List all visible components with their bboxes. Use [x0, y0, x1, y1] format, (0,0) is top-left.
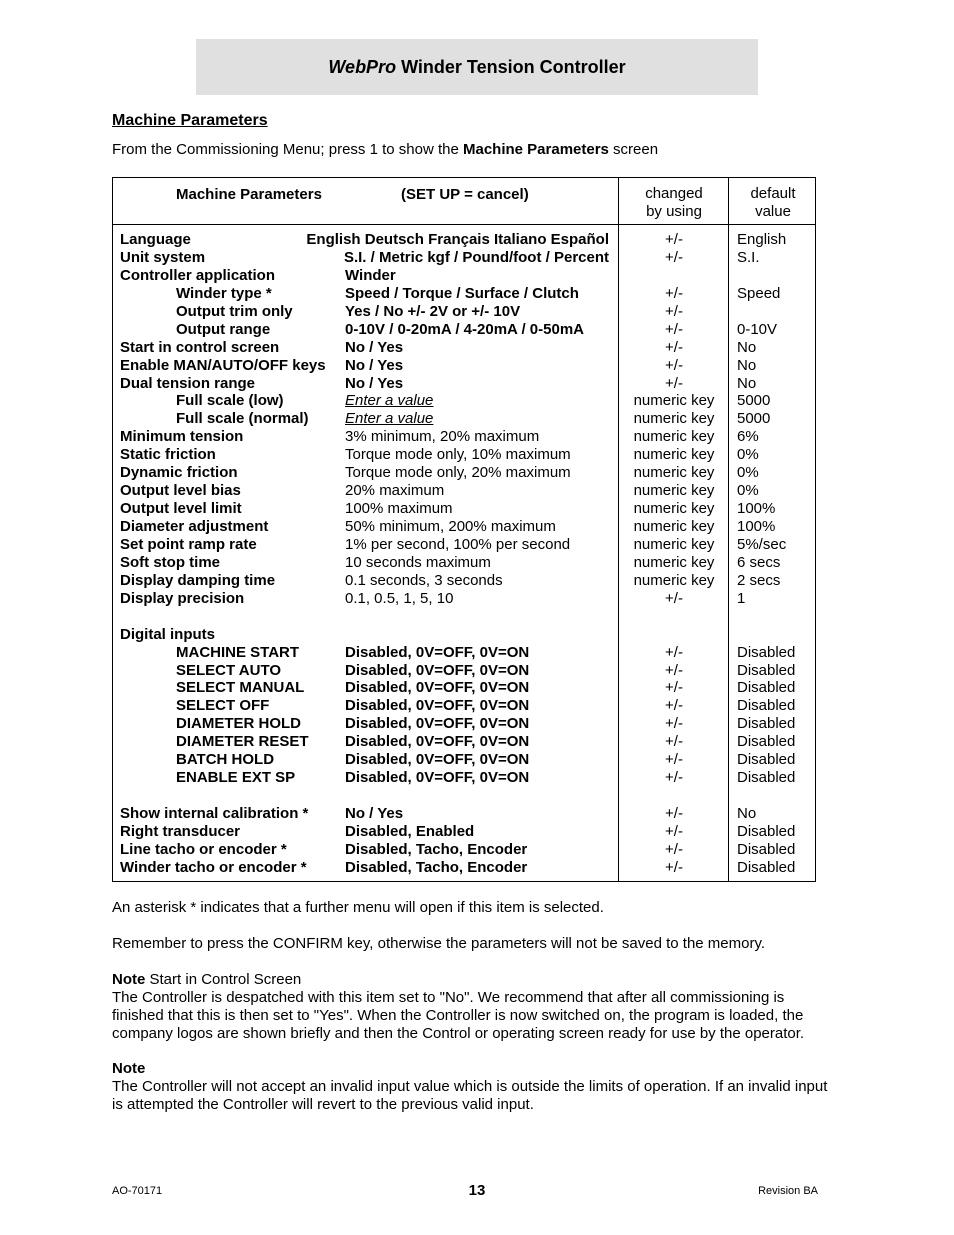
intro-text — [112, 141, 658, 158]
param-options: 100% maximum — [345, 500, 453, 518]
table-row — [113, 536, 815, 554]
param-default: Disabled — [737, 679, 796, 697]
param-changed-by: +/- — [665, 715, 683, 733]
param-changed-by: numeric key — [633, 535, 715, 553]
param-changed-by: numeric key — [633, 571, 715, 589]
param-changed-by: +/- — [665, 338, 683, 356]
param-default: No — [737, 374, 757, 392]
table-row — [113, 392, 815, 410]
table-row — [113, 464, 815, 482]
param-changed-by: numeric key — [633, 428, 715, 446]
param-changed-by: +/- — [665, 643, 683, 661]
param-changed-by: numeric key — [633, 482, 715, 500]
table-row — [113, 679, 815, 697]
param-changed-by: numeric key — [633, 410, 715, 428]
param-default: 0-10V — [737, 320, 778, 338]
param-options: No / Yes — [345, 374, 404, 392]
note-body: The Controller is despatched with this item set to "No". We recommend that after all commissioning is finished that this is then set to "Yes". When the Controller is now switched on, the program is loaded, the company logos are shown briefly and then the Control or operating screen ready for use by the operator. — [112, 989, 805, 1042]
table-row — [113, 482, 815, 500]
param-changed-by: +/- — [665, 769, 683, 787]
table-head-default-line: value — [755, 203, 791, 220]
table-row — [113, 446, 815, 464]
param-options: Disabled, 0V=OFF, 0V=ON — [345, 715, 530, 733]
param-changed-by: +/- — [665, 320, 683, 338]
note-invalid-input — [112, 1060, 834, 1114]
table-row — [113, 410, 815, 428]
header-divider — [113, 224, 815, 225]
table-row — [113, 626, 815, 644]
revision: Revision BA — [758, 1185, 818, 1197]
table-row — [113, 303, 815, 321]
param-label: Display damping time — [120, 571, 276, 589]
param-label: Output range — [176, 320, 271, 338]
param-options: Yes / No +/- 2V or +/- 10V — [345, 302, 521, 320]
header-title: Winder Tension Controller — [401, 56, 626, 77]
param-changed-by: +/- — [665, 679, 683, 697]
param-options: Disabled, Tacho, Encoder — [345, 840, 528, 858]
param-label: Language — [120, 231, 191, 248]
param-default: English — [737, 231, 787, 248]
param-options: 0.1, 0.5, 1, 5, 10 — [345, 589, 454, 607]
param-options: English Deutsch Français Italiano Español — [306, 231, 609, 248]
param-label: Start in control screen — [120, 338, 280, 356]
param-changed-by: +/- — [665, 840, 683, 858]
param-default: Disabled — [737, 840, 796, 858]
table-row — [113, 662, 815, 680]
param-changed-by: +/- — [665, 284, 683, 302]
note-label: Note — [112, 971, 146, 988]
param-default: 100% — [737, 500, 776, 518]
param-options: Enter a value — [345, 392, 434, 410]
table-row — [113, 285, 815, 303]
param-label: Show internal calibration * — [120, 805, 309, 822]
param-options: No / Yes — [345, 356, 404, 374]
param-changed-by: +/- — [665, 589, 683, 607]
param-options: Disabled, 0V=OFF, 0V=ON — [345, 697, 530, 715]
param-label: Output level bias — [120, 482, 241, 500]
brand-name: WebPro — [328, 56, 397, 77]
param-options: 20% maximum — [345, 482, 445, 500]
param-default: Disabled — [737, 661, 796, 679]
param-label: Set point ramp rate — [120, 535, 257, 553]
param-options: Winder — [345, 266, 396, 284]
note-body: The Controller will not accept an invalid input value which is outside the limits of operation. If an invalid input is attempted the Controller will revert to the previous valid input. — [112, 1078, 828, 1113]
param-default: 6 secs — [737, 553, 781, 571]
param-options: 0.1 seconds, 3 seconds — [345, 571, 503, 589]
table-row — [113, 644, 815, 662]
table-row — [113, 805, 815, 823]
param-default: Disabled — [737, 769, 796, 787]
table-row — [113, 733, 815, 751]
parameters-table — [112, 177, 816, 882]
param-options: No / Yes — [345, 805, 404, 822]
table-head-changed-line: by using — [646, 203, 702, 220]
param-changed-by: numeric key — [633, 500, 715, 518]
table-row — [113, 231, 815, 249]
param-label: Display precision — [120, 589, 245, 607]
param-options: 3% minimum, 20% maximum — [345, 428, 540, 446]
param-default: Disabled — [737, 733, 796, 751]
table-row — [113, 608, 815, 626]
param-options: S.I. / Metric kgf / Pound/foot / Percent — [343, 248, 609, 266]
table-row — [113, 590, 815, 608]
table-head-cancel: (SET UP = cancel) — [401, 186, 529, 203]
param-label: SELECT MANUAL — [176, 679, 305, 697]
param-changed-by: +/- — [665, 858, 683, 876]
param-label: Soft stop time — [120, 553, 220, 571]
table-row — [113, 500, 815, 518]
param-default: 0% — [737, 482, 759, 500]
table-row — [113, 321, 815, 339]
param-label: Output trim only — [176, 302, 293, 320]
param-label: ENABLE EXT SP — [176, 769, 296, 787]
param-label: Output level limit — [120, 500, 242, 518]
table-row — [113, 715, 815, 733]
param-options: Disabled, 0V=OFF, 0V=ON — [345, 679, 530, 697]
param-options: 0-10V / 0-20mA / 4-20mA / 0-50mA — [345, 320, 584, 338]
table-row — [113, 375, 815, 393]
param-default: 6% — [737, 428, 759, 446]
param-default: No — [737, 338, 757, 356]
table-row — [113, 751, 815, 769]
table-head-changed — [619, 185, 729, 221]
table-row — [113, 697, 815, 715]
param-label: Static friction — [120, 446, 216, 464]
asterisk-note: An asterisk * indicates that a further menu will open if this item is selected. — [112, 899, 604, 916]
param-options: Disabled, 0V=OFF, 0V=ON — [345, 733, 530, 751]
param-options: Disabled, Tacho, Encoder — [345, 858, 528, 876]
param-changed-by: numeric key — [633, 518, 715, 535]
intro-after: screen — [608, 141, 659, 158]
param-default: 5000 — [737, 392, 771, 410]
table-row — [113, 841, 815, 859]
param-label: Winder tacho or encoder * — [120, 858, 307, 876]
param-default: No — [737, 805, 757, 822]
param-options: 1% per second, 100% per second — [345, 535, 571, 553]
note-title: Start in Control Screen — [145, 971, 302, 988]
table-row — [113, 357, 815, 375]
param-changed-by: +/- — [665, 302, 683, 320]
doc-id: AO-70171 — [112, 1185, 163, 1197]
param-default: No — [737, 356, 757, 374]
param-label: Dynamic friction — [120, 464, 238, 482]
param-label: Full scale (normal) — [176, 410, 309, 428]
param-default: Disabled — [737, 822, 796, 840]
param-changed-by: +/- — [665, 805, 683, 822]
param-default: 0% — [737, 464, 759, 482]
param-changed-by: +/- — [665, 248, 683, 266]
param-options: Speed / Torque / Surface / Clutch — [345, 284, 579, 302]
table-head-changed-line: changed — [645, 185, 703, 202]
param-default: Disabled — [737, 715, 796, 733]
param-options: Disabled, 0V=OFF, 0V=ON — [345, 769, 530, 787]
param-default: 0% — [737, 446, 759, 464]
param-options: Disabled, Enabled — [345, 822, 475, 840]
table-row — [113, 267, 815, 285]
param-default: Disabled — [737, 751, 796, 769]
param-options: Disabled, 0V=OFF, 0V=ON — [345, 661, 530, 679]
param-label: Full scale (low) — [176, 392, 284, 410]
param-label: DIAMETER HOLD — [176, 715, 301, 733]
table-row — [113, 249, 815, 267]
param-label: Controller application — [120, 266, 276, 284]
param-default: 1 — [737, 589, 746, 607]
table-row — [113, 428, 815, 446]
param-changed-by: +/- — [665, 661, 683, 679]
param-label: DIAMETER RESET — [176, 733, 309, 751]
param-changed-by: +/- — [665, 356, 683, 374]
param-options: Torque mode only, 20% maximum — [345, 464, 571, 482]
param-label: Diameter adjustment — [120, 518, 269, 535]
param-default: 5000 — [737, 410, 771, 428]
param-label: MACHINE START — [176, 643, 300, 661]
param-label: Unit system — [120, 248, 206, 266]
param-label: SELECT OFF — [176, 697, 270, 715]
table-head-default-line: default — [750, 185, 796, 202]
param-options: Disabled, 0V=OFF, 0V=ON — [345, 643, 530, 661]
table-row — [113, 518, 815, 536]
param-changed-by: +/- — [665, 733, 683, 751]
confirm-note: Remember to press the CONFIRM key, otherwise the parameters will not be saved to the memory. — [112, 935, 766, 952]
intro-bold: Machine Parameters — [462, 141, 609, 158]
param-label: SELECT AUTO — [176, 661, 282, 679]
param-label: Right transducer — [120, 822, 241, 840]
param-default: Disabled — [737, 858, 796, 876]
param-changed-by: numeric key — [633, 464, 715, 482]
table-body — [113, 231, 815, 877]
param-label: Winder type * — [176, 284, 272, 302]
header-banner — [196, 39, 758, 95]
note-start-control — [112, 971, 834, 1043]
table-row — [113, 554, 815, 572]
param-changed-by: +/- — [665, 374, 683, 392]
param-label: Digital inputs — [120, 625, 215, 643]
table-head-default — [729, 185, 817, 221]
table-head-label: Machine Parameters — [176, 186, 322, 203]
param-options: No / Yes — [345, 338, 404, 356]
param-label: BATCH HOLD — [176, 751, 275, 769]
param-changed-by: +/- — [665, 231, 683, 248]
table-row — [113, 823, 815, 841]
table-row — [113, 787, 815, 805]
param-changed-by: numeric key — [633, 446, 715, 464]
table-row — [113, 769, 815, 787]
page-number: 13 — [468, 1182, 486, 1199]
param-default: Speed — [737, 284, 781, 302]
param-label: Dual tension range — [120, 374, 256, 392]
param-default: 100% — [737, 518, 776, 535]
param-label: Line tacho or encoder * — [120, 840, 287, 858]
param-default: 2 secs — [737, 571, 781, 589]
param-options: Disabled, 0V=OFF, 0V=ON — [345, 751, 530, 769]
table-row — [113, 572, 815, 590]
param-changed-by: numeric key — [633, 553, 715, 571]
param-options: 50% minimum, 200% maximum — [345, 518, 556, 535]
section-title: Machine Parameters — [112, 112, 268, 129]
param-default: Disabled — [737, 697, 796, 715]
table-row — [113, 339, 815, 357]
param-label: Enable MAN/AUTO/OFF keys — [120, 356, 326, 374]
table-row — [113, 859, 815, 877]
param-options: Enter a value — [345, 410, 434, 428]
param-default: 5%/sec — [737, 535, 787, 553]
param-default: S.I. — [737, 248, 760, 266]
param-label: Minimum tension — [120, 428, 244, 446]
intro-before: From the Commissioning Menu; press 1 to show the — [112, 141, 463, 158]
param-changed-by: +/- — [665, 822, 683, 840]
param-changed-by: +/- — [665, 697, 683, 715]
note-label: Note — [112, 1060, 146, 1077]
param-default: Disabled — [737, 643, 796, 661]
param-options: Torque mode only, 10% maximum — [345, 446, 571, 464]
param-options: 10 seconds maximum — [345, 553, 491, 571]
param-changed-by: numeric key — [633, 392, 715, 410]
param-changed-by: +/- — [665, 751, 683, 769]
